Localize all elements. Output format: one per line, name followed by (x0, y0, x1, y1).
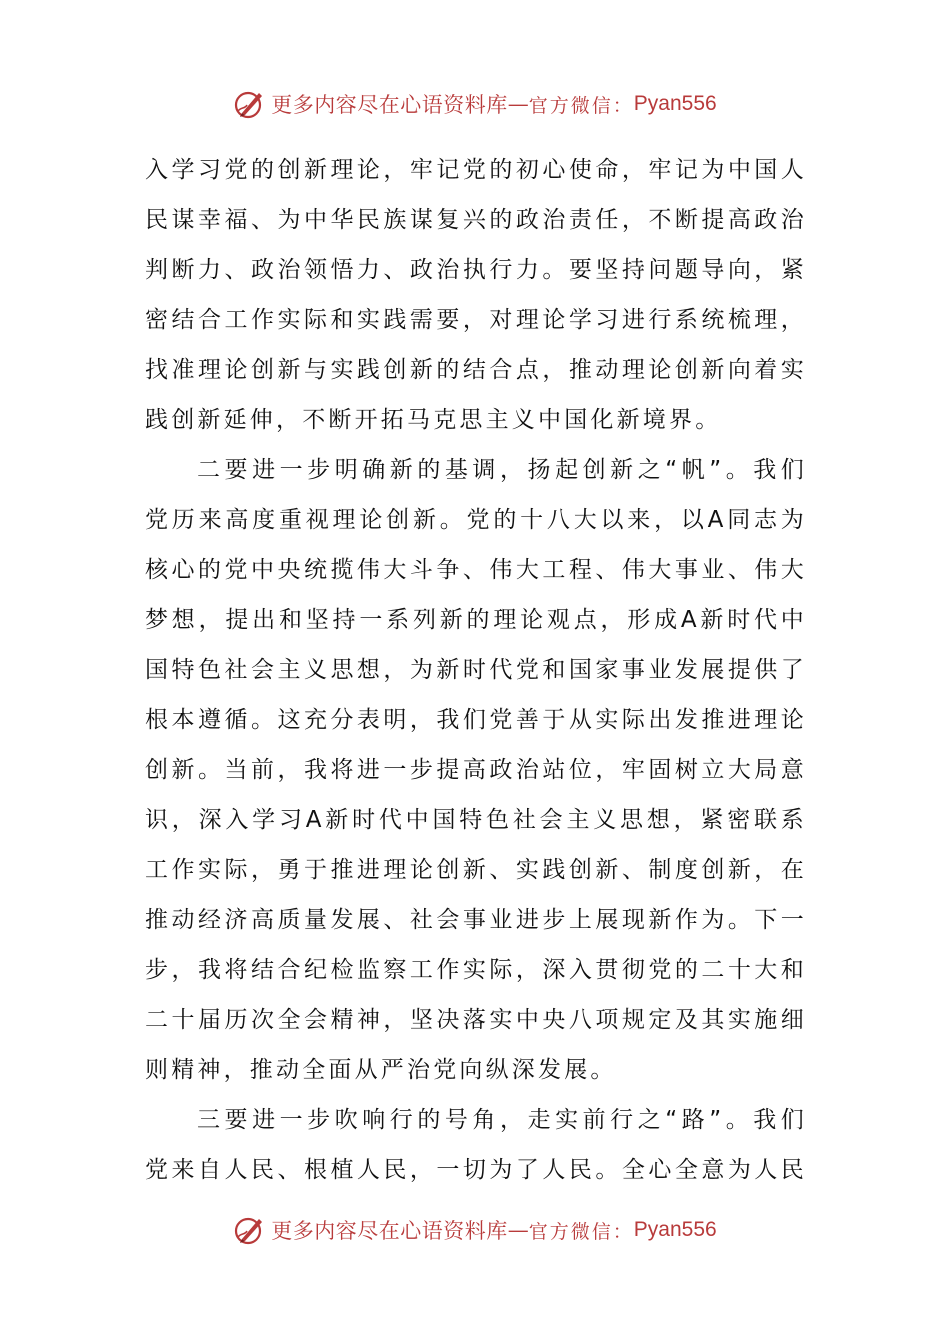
pen-logo-icon (233, 87, 267, 121)
text-line: 党历来高度重视理论创新。党的十八大以来，以A同志为 (145, 507, 807, 533)
text-line: 工作实际，勇于推进理论创新、实践创新、制度创新，在 (145, 857, 807, 883)
paragraph-1 (145, 145, 807, 445)
banner-title: 更多内容尽在心语资料库 (271, 93, 508, 117)
text-line: 核心的党中央统揽伟大斗争、伟大工程、伟大事业、伟大 (145, 557, 807, 583)
banner-dash: — (507, 1218, 529, 1242)
text-line: 入学习党的创新理论，牢记党的初心使命，牢记为中国人 (145, 157, 807, 183)
text-line: 密结合工作实际和实践需要，对理论学习进行系统梳理， (145, 307, 807, 333)
text-line: 识，深入学习A新时代中国特色社会主义思想，紧密联系 (145, 807, 807, 833)
banner-wechat-id: Pyan556 (633, 92, 717, 115)
text-line: 找准理论创新与实践创新的结合点，推动理论创新向着实 (145, 357, 807, 383)
document-body (145, 145, 807, 1195)
text-line: 二要进一步明确新的基调，扬起创新之“帆”。我们 (197, 457, 807, 483)
text-line: 践创新延伸，不断开拓马克思主义中国化新境界。 (145, 407, 722, 433)
text-line: 根本遵循。这充分表明，我们党善于从实际出发推进理论 (145, 707, 807, 733)
text-line: 党来自人民、根植人民，一切为了人民。全心全意为人民 (145, 1157, 807, 1183)
text-line: 步，我将结合纪检监察工作实际，深入贯彻党的二十大和 (145, 957, 807, 983)
banner-wechat-id: Pyan556 (633, 1218, 717, 1241)
text-line: 国特色社会主义思想，为新时代党和国家事业发展提供了 (145, 657, 807, 683)
banner-wechat-label: 官方微信： (528, 94, 634, 117)
text-line: 判断力、政治领悟力、政治执行力。要坚持问题导向，紧 (145, 257, 807, 283)
text-line: 则精神，推动全面从严治党向纵深发展。 (145, 1057, 617, 1083)
paragraph-3 (145, 1095, 807, 1195)
banner-wechat-label: 官方微信： (528, 1220, 634, 1243)
header-banner (0, 82, 950, 126)
banner-dash: — (507, 92, 529, 116)
paragraph-2 (145, 445, 807, 1095)
text-line: 三要进一步吹响行的号角，走实前行之“路”。我们 (197, 1107, 807, 1133)
banner-title: 更多内容尽在心语资料库 (271, 1219, 508, 1243)
text-line: 创新。当前，我将进一步提高政治站位，牢固树立大局意 (145, 757, 807, 783)
text-line: 推动经济高质量发展、社会事业进步上展现新作为。下一 (145, 907, 807, 933)
footer-banner (0, 1208, 950, 1252)
pen-logo-icon (233, 1213, 267, 1247)
text-line: 二十届历次全会精神，坚决落实中央八项规定及其实施细 (145, 1007, 807, 1033)
text-line: 民谋幸福、为中华民族谋复兴的政治责任，不断提高政治 (145, 207, 807, 233)
text-line: 梦想，提出和坚持一系列新的理论观点，形成A新时代中 (145, 607, 807, 633)
